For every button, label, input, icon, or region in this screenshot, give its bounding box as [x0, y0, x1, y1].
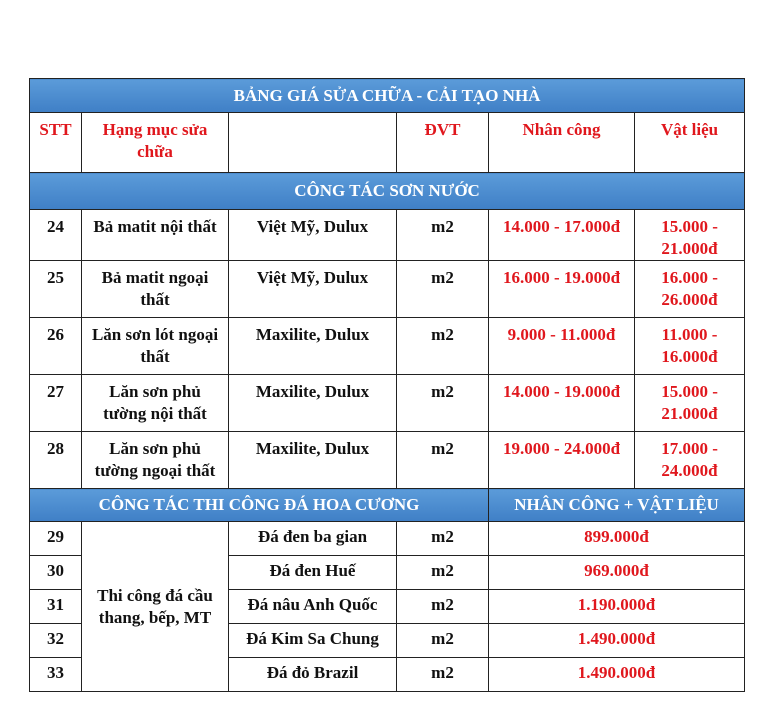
row-labor-price: 16.000 - 19.000đ [489, 261, 635, 318]
row-stt: 24 [30, 210, 82, 261]
row-unit: m2 [397, 375, 489, 432]
row-unit: m2 [397, 210, 489, 261]
table-title: BẢNG GIÁ SỬA CHỮA - CẢI TẠO NHÀ [30, 79, 745, 113]
row-stt: 30 [30, 556, 82, 590]
section-stone-title: CÔNG TÁC THI CÔNG ĐÁ HOA CƯƠNG [30, 489, 489, 522]
row-material-price: 15.000 - 21.000đ [635, 375, 745, 432]
header-brand [229, 113, 397, 173]
row-labor-price: 19.000 - 24.000đ [489, 432, 635, 489]
row-unit: m2 [397, 261, 489, 318]
row-brand: Maxilite, Dulux [229, 375, 397, 432]
row-stt: 33 [30, 658, 82, 692]
row-brand: Việt Mỹ, Dulux [229, 261, 397, 318]
row-unit: m2 [397, 556, 489, 590]
row-brand: Maxilite, Dulux [229, 432, 397, 489]
header-labor: Nhân công [489, 113, 635, 173]
row-unit: m2 [397, 658, 489, 692]
section-paint-row [30, 173, 745, 210]
row-stt: 26 [30, 318, 82, 375]
section-paint-title: CÔNG TÁC SƠN NƯỚC [30, 173, 745, 210]
row-unit: m2 [397, 624, 489, 658]
row-price: 969.000đ [489, 556, 745, 590]
row-price: 1.190.000đ [489, 590, 745, 624]
row-price: 1.490.000đ [489, 658, 745, 692]
header-row [30, 113, 745, 173]
row-stt: 32 [30, 624, 82, 658]
row-item: Bả matit ngoại thất [82, 261, 229, 318]
row-material-price: 11.000 - 16.000đ [635, 318, 745, 375]
row-labor-price: 14.000 - 19.000đ [489, 375, 635, 432]
row-material-price: 16.000 - 26.000đ [635, 261, 745, 318]
section-stone-row [30, 489, 745, 522]
row-item: Bả matit nội thất [82, 210, 229, 261]
header-category: Hạng mục sửa chữa [82, 113, 229, 173]
row-stt: 27 [30, 375, 82, 432]
header-stt: STT [30, 113, 82, 173]
header-material: Vật liệu [635, 113, 745, 173]
table-row [30, 210, 745, 261]
row-item: Lăn sơn phủ tường ngoại thất [82, 432, 229, 489]
row-stone: Đá nâu Anh Quốc [229, 590, 397, 624]
table-row [30, 375, 745, 432]
row-unit: m2 [397, 318, 489, 375]
row-stone: Đá Kim Sa Chung [229, 624, 397, 658]
row-brand: Việt Mỹ, Dulux [229, 210, 397, 261]
table-row [30, 318, 745, 375]
row-material-price: 17.000 - 24.000đ [635, 432, 745, 489]
row-stt: 28 [30, 432, 82, 489]
row-price: 1.490.000đ [489, 624, 745, 658]
row-unit: m2 [397, 590, 489, 624]
table-row [30, 522, 745, 556]
table-row [30, 432, 745, 489]
row-item: Lăn sơn phủ tường nội thất [82, 375, 229, 432]
row-stone: Đá đỏ Brazil [229, 658, 397, 692]
price-table [29, 78, 745, 692]
title-row [30, 79, 745, 113]
stone-category-cell: Thi công đá cầu thang, bếp, MT [82, 522, 229, 692]
row-stt: 31 [30, 590, 82, 624]
row-labor-price: 9.000 - 11.000đ [489, 318, 635, 375]
row-price: 899.000đ [489, 522, 745, 556]
row-stt: 29 [30, 522, 82, 556]
row-stone: Đá đen Huế [229, 556, 397, 590]
row-stone: Đá đen ba gian [229, 522, 397, 556]
section-stone-combined-header: NHÂN CÔNG + VẬT LIỆU [489, 489, 745, 522]
header-unit: ĐVT [397, 113, 489, 173]
table-row [30, 261, 745, 318]
row-material-price: 15.000 - 21.000đ [635, 210, 745, 261]
row-stt: 25 [30, 261, 82, 318]
row-item: Lăn sơn lót ngoại thất [82, 318, 229, 375]
row-labor-price: 14.000 - 17.000đ [489, 210, 635, 261]
row-unit: m2 [397, 522, 489, 556]
row-brand: Maxilite, Dulux [229, 318, 397, 375]
row-unit: m2 [397, 432, 489, 489]
